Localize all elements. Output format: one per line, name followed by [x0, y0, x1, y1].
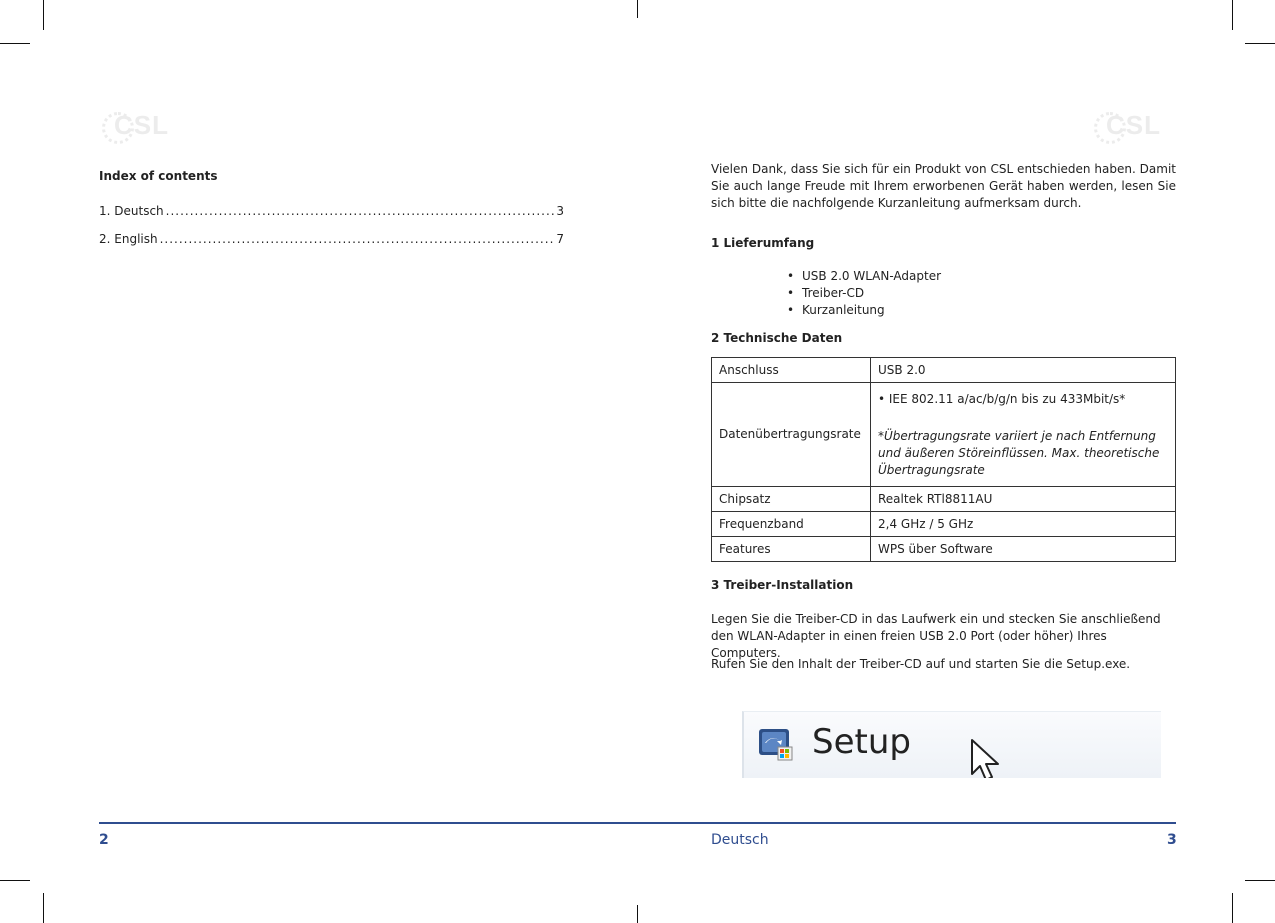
toc-entry-label: 1. Deutsch: [99, 204, 164, 218]
spec-value: 2,4 GHz / 5 GHz: [871, 512, 1176, 537]
footer-divider: [99, 822, 1176, 824]
section-heading-lieferumfang: 1 Lieferumfang: [711, 236, 815, 250]
spec-key: Frequenzband: [712, 512, 871, 537]
setup-screenshot: [742, 711, 1161, 778]
spec-key: Features: [712, 537, 871, 562]
toc-leader: [160, 232, 555, 246]
spec-value: WPS über Software: [871, 537, 1176, 562]
toc-entry-page: 3: [556, 204, 564, 218]
spec-table: [711, 357, 1176, 562]
csl-logo-right: CSL: [1100, 110, 1155, 141]
spec-key: Anschluss: [712, 358, 871, 383]
list-item: • Treiber-CD: [787, 285, 941, 302]
toc-leader: [166, 204, 555, 218]
spec-value: Realtek RTl8811AU: [871, 487, 1176, 512]
footer-language: Deutsch: [711, 832, 769, 848]
crop-mark: [1245, 43, 1275, 44]
page-number-left: 2: [99, 832, 109, 848]
spec-value: • IEE 802.11 a/ac/b/g/n bis zu 433Mbit/s*: [878, 391, 1126, 406]
spec-footnote: *Übertragungsrate variiert je nach Entfernung und äußeren Störeinflüssen. Max. theoretische Übertragungsrate: [878, 428, 1160, 477]
delivery-list: [787, 268, 941, 319]
crop-mark: [43, 893, 44, 923]
intro-paragraph: Vielen Dank, dass Sie sich für ein Produkt von CSL entschieden haben. Damit Sie auch lange Freude mit Ihrem erworbenen Gerät haben werden, lesen Sie sich bitte die nachfolgende Kurzanleitung aufmerksam durch.: [711, 162, 1176, 210]
crop-mark: [1245, 880, 1275, 881]
toc-title: Index of contents: [99, 169, 218, 183]
spec-key: Chipsatz: [712, 487, 871, 512]
setup-label: Setup: [812, 722, 911, 762]
crop-mark: [0, 43, 30, 44]
table-row: [712, 383, 1176, 487]
setup-installer-icon: [758, 726, 794, 762]
crop-mark: [637, 0, 638, 18]
section-heading-technische-daten: 2 Technische Daten: [711, 331, 843, 345]
toc-entry-english[interactable]: [99, 232, 564, 246]
csl-logo-left: CSL: [108, 110, 163, 141]
table-row: [712, 487, 1176, 512]
crop-mark: [1232, 0, 1233, 30]
spec-value: USB 2.0: [871, 358, 1176, 383]
page-number-right: 3: [1167, 832, 1177, 848]
table-row: [712, 358, 1176, 383]
table-row: [712, 537, 1176, 562]
mouse-cursor-icon: [970, 738, 1010, 778]
installation-paragraph: Rufen Sie den Inhalt der Treiber-CD auf und starten Sie die Setup.exe.: [711, 657, 1131, 671]
installation-paragraph: Legen Sie die Treiber-CD in das Laufwerk ein und stecken Sie anschließend den WLAN-Adapter in einen freien USB 2.0 Port (oder höher) Ihres Computers.: [711, 612, 1161, 660]
crop-mark: [43, 0, 44, 30]
crop-mark: [0, 880, 30, 881]
list-item: • USB 2.0 WLAN-Adapter: [787, 268, 941, 285]
table-row: [712, 512, 1176, 537]
crop-mark: [1232, 893, 1233, 923]
toc-entry-page: 7: [556, 232, 564, 246]
toc-entry-label: 2. English: [99, 232, 158, 246]
section-heading-treiber-installation: 3 Treiber-Installation: [711, 578, 854, 592]
spec-value-cell: [871, 383, 1176, 487]
crop-mark: [637, 905, 638, 923]
list-item: • Kurzanleitung: [787, 302, 941, 319]
toc-entry-deutsch[interactable]: [99, 204, 564, 218]
spec-key: Datenübertragungsrate: [712, 383, 871, 487]
